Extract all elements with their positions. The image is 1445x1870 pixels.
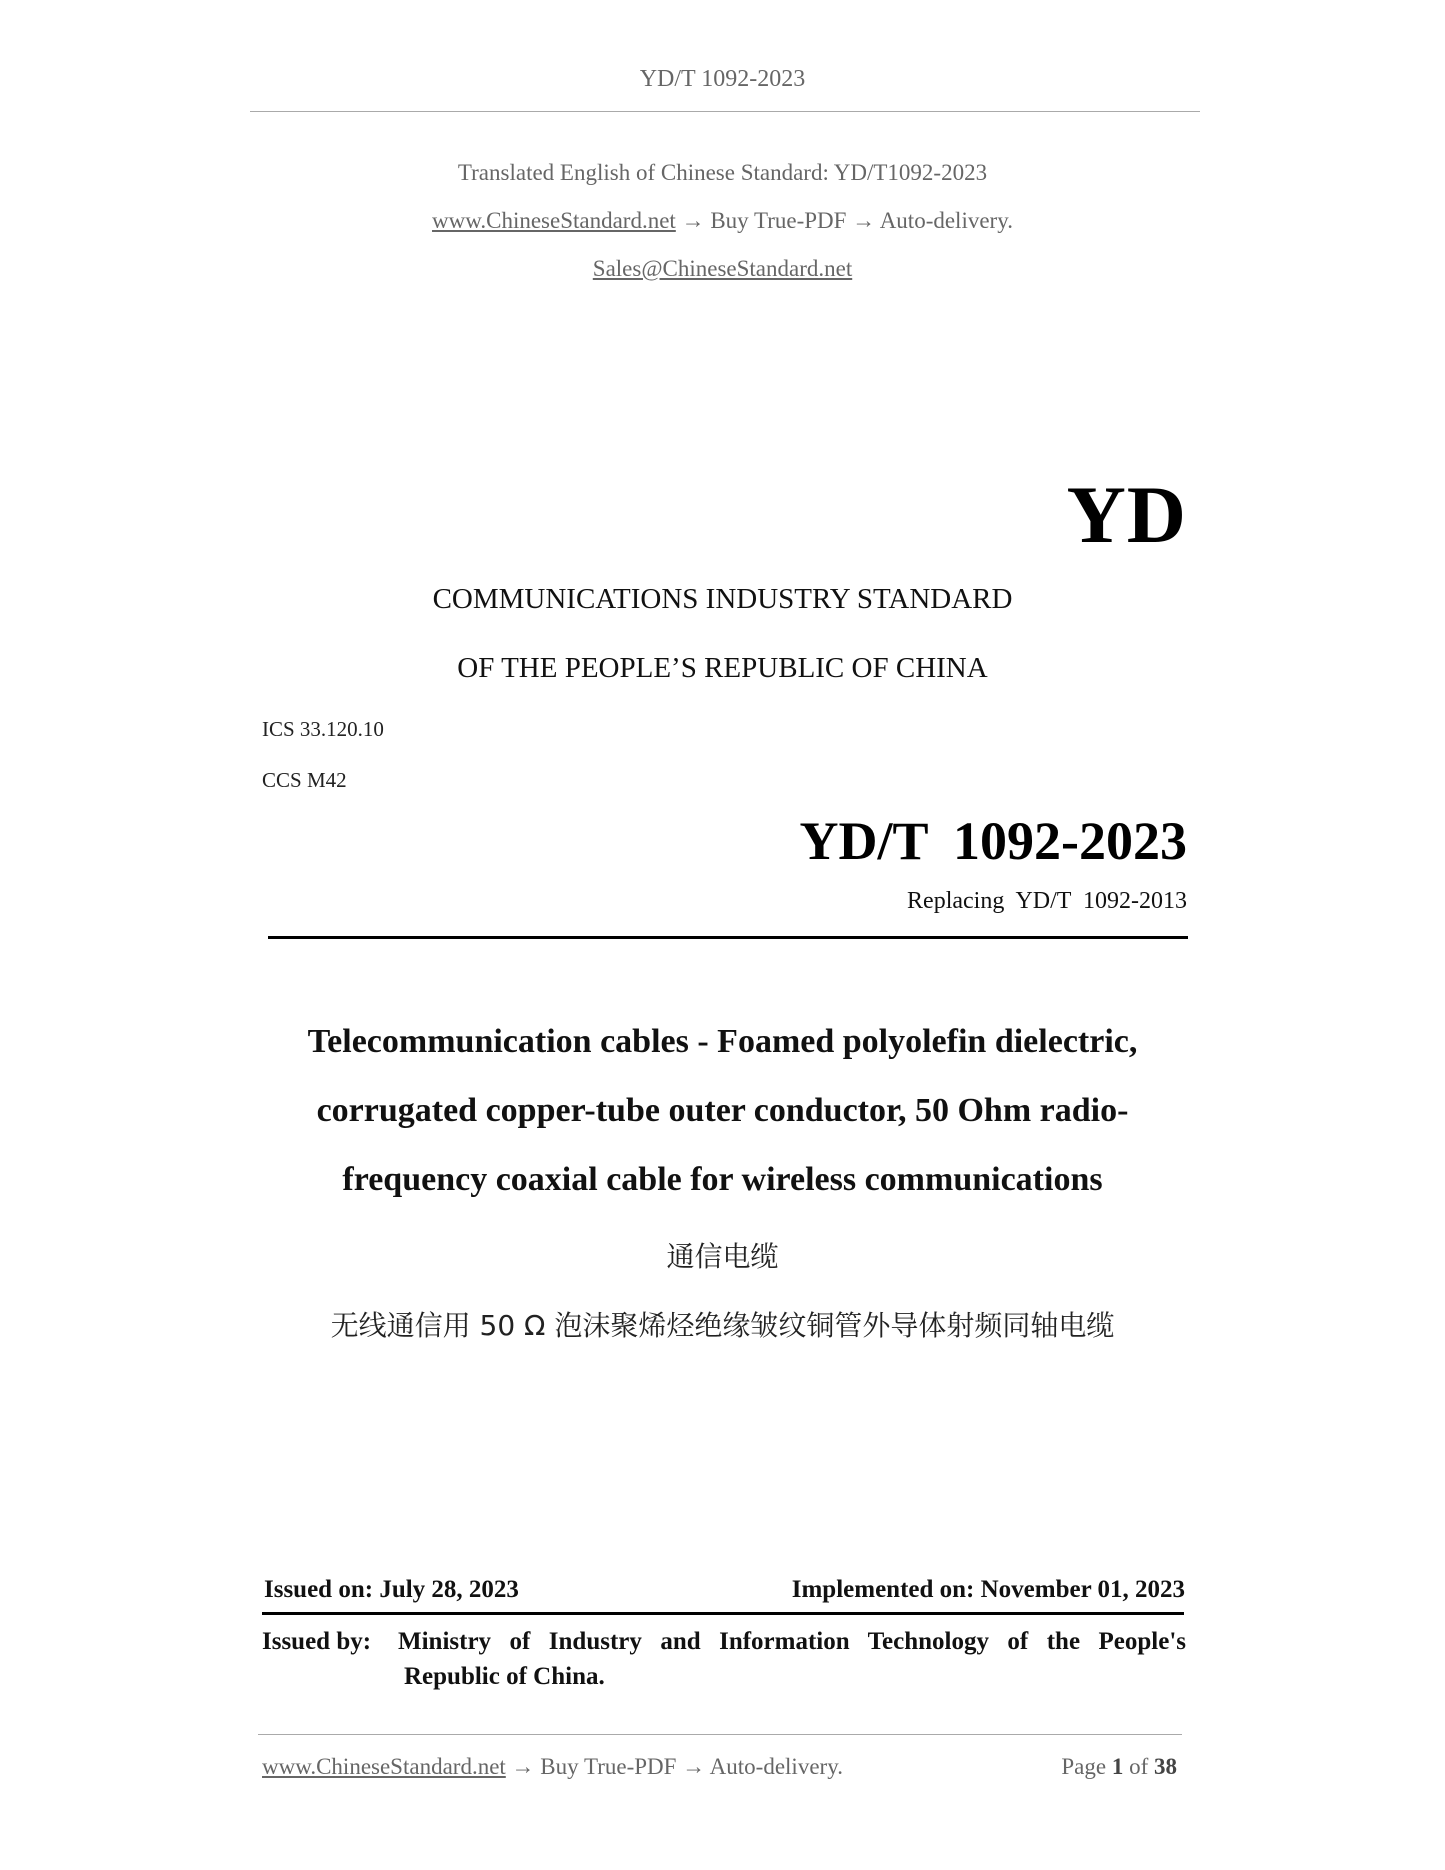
of-word: of	[1129, 1754, 1149, 1779]
industry-standard-line-1: COMMUNICATIONS INDUSTRY STANDARD	[432, 583, 1013, 615]
notice-link-row	[0, 208, 1445, 234]
website-link[interactable]: www.ChineseStandard.net	[432, 208, 676, 233]
english-title-line-3: frequency coaxial cable for wireless communications	[342, 1161, 1103, 1198]
sales-email-link[interactable]: Sales@ChineseStandard.net	[592, 256, 853, 281]
issuer-line-1: Ministry of Industry and Information Technology of the People's	[398, 1628, 1186, 1655]
footer-divider	[258, 1734, 1182, 1735]
page-indicator	[1061, 1754, 1177, 1780]
english-title-line-2: corrugated copper-tube outer conductor, 50 Ohm radio-	[316, 1092, 1129, 1129]
footer-auto-delivery-text: Auto-delivery.	[709, 1754, 843, 1779]
running-header: YD/T 1092-2023	[639, 66, 806, 92]
translation-notice: Translated English of Chinese Standard: YD/T1092-2023	[457, 160, 988, 185]
title-divider	[268, 936, 1188, 939]
buy-pdf-text: Buy True-PDF	[710, 208, 847, 233]
header-divider	[250, 111, 1200, 112]
arrow-right-icon: →	[511, 1754, 535, 1779]
industry-standard-line-2: OF THE PEOPLE’S REPUBLIC OF CHINA	[457, 652, 988, 684]
total-pages-number: 38	[1154, 1754, 1177, 1779]
issued-on-date: Issued on: July 28, 2023	[264, 1576, 519, 1603]
arrow-right-icon: →	[682, 1754, 706, 1779]
implemented-on-date: Implemented on: November 01, 2023	[791, 1576, 1185, 1603]
arrow-right-icon: →	[852, 208, 876, 233]
email-row	[0, 256, 1445, 282]
arrow-right-icon: →	[681, 208, 705, 233]
standard-number: YD/T 1092-2023	[799, 811, 1187, 871]
chinese-title-line-2: 无线通信用 50 Ω 泡沫聚烯烃绝缘皱纹铜管外导体射频同轴电缆	[330, 1309, 1115, 1342]
issued-by-label: Issued by:	[262, 1628, 372, 1655]
auto-delivery-text: Auto-delivery.	[879, 208, 1013, 233]
ccs-code: CCS M42	[262, 768, 347, 792]
page-word: Page	[1061, 1754, 1107, 1779]
footer-link-row	[262, 1754, 843, 1780]
english-title-line-1: Telecommunication cables - Foamed polyolefin dielectric,	[307, 1023, 1138, 1060]
current-page-number: 1	[1111, 1754, 1124, 1779]
chinese-title-line-1: 通信电缆	[666, 1240, 779, 1273]
footer-website-link[interactable]: www.ChineseStandard.net	[262, 1754, 506, 1779]
issuer-line-2: Republic of China.	[404, 1663, 605, 1690]
footer-buy-pdf-text: Buy True-PDF	[540, 1754, 677, 1779]
replacing-standard: Replacing YD/T 1092-2013	[907, 888, 1187, 914]
yd-standard-mark: YD	[1066, 469, 1187, 560]
dates-divider	[262, 1612, 1184, 1615]
ics-code: ICS 33.120.10	[262, 717, 384, 741]
